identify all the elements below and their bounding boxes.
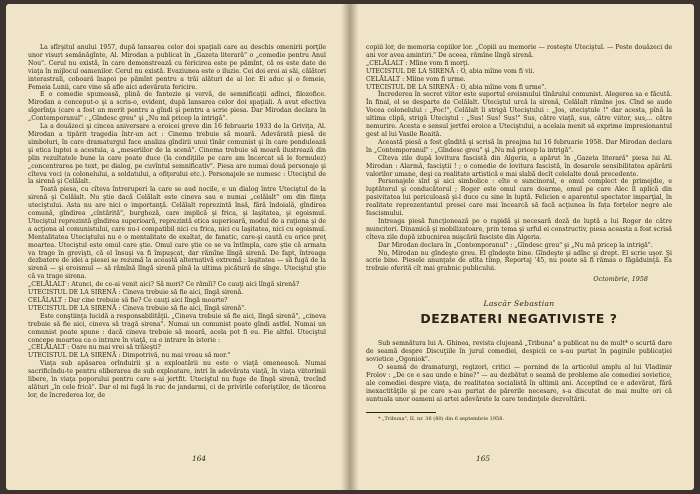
article-author: Lascăr Sebastian	[483, 299, 555, 309]
paragraph: Toată piesa, cu cîteva întreruperi la care se aud nocile, e un dialog între Uteciştul de la sirenă şi Celălalt. Nu ştie dacă Celălalt este cineva sau e numai „celălalt" om din fiinţa uteciştului. Asta nu are nici o importanţă. Celălalt reprezintă însă, fără îndoială, gîndirea comună, gîndirea „cîntărită", burgheză, care implică şi frica, şi laşitatea, şi egoismul. Uteciştul reprezintă gîndirea superioară, reprezintă etica superioară, modul de a raţiona şi de a acţiona al comunistului, care nu-i compatibil nici cu frica, nici cu laşitatea, nici cu egoismul. Mentalitatea Uteciştului nu e o mentalitate de exaltat, de fanatic, care-şi caută cu orice preţ moartea. Uteciştul este omul care ştie. Omul care ştie ce se va întîmpla, care ştie că armata va trage în grevişti, că el însuşi va fi împuşcat, dar rămîne lîngă sirenă. De fapt, întreaga dezbatere de idei a piesei se rezumă la această alternativă extremă : laşitatea — să fugă de la sirenă — şi eroismul — să rămînă lîngă sirenă pînă la ultima picătură de sînge. Uteciştul ştie că va trage sirena.	[28, 186, 326, 281]
paragraph: Intreaga piesă funcţionează pe o rapidă şi necesară doză de luptă a lui Roger de către muncitori. Dinamică şi mobilizatoare, prin tema şi urful ei constructiv, piesa aceasta a fost scrisă cîteva zile după izbucnirea mişcării fasciste din Algeria.	[366, 217, 672, 241]
footnote: * „Tribuna", II, nr. 36 (80) din 6 septembrie 1958.	[378, 415, 504, 422]
paragraph: O seamă de dramaturgi, regizori, critici — pornind de la articolul amplu al lui Vladimir Frolov : „De ce e sau unde e bine?" — au dezbătut o seamă de probleme ale comediei sovietice, ale comediei despre viaţa, de realitatea socialistă în ultimii ani. Acceptînd ce e adevărat, fără inexactităţile şi pe care s-au purtat de părerile necesare, s-a discutat de mai multe ori că suntuala unor oameni ai artei adevărate la care tendinţele dezvoltării.	[366, 364, 672, 403]
paragraph: Personajele sînt şi aici simbolice : eîte e suncinoral, e omul complect de primejdie, e luptătorul şi conducătorul ; Roger este omul care doarme, omul pe care Alec îl aplică din pasivitatea lui periculoasă şi-l duce cu sine în luptă. Felicien e aparentul spectator imparţial, în realitate reprezentantul presei care mai încearcă să facă acţiunea în fața forțelor negre ale fascismului.	[366, 178, 672, 218]
date-signature: Octombrie, 1958	[593, 275, 648, 284]
left-page-text	[28, 44, 326, 400]
paragraph: copiii lor, de memoria copiilor lor. „Copiii au memorie — rosteşte Uteciştul. — Peste douăzeci de ani vor avea amintiri." De aceea, rămîne lîngă sirenă.	[366, 44, 672, 59]
dialogue-line: „CELĂLALT : Mîine vom fi morţi.	[366, 59, 470, 67]
paragraph: Sub semnătura lui A. Ghinea, revista clujeană „Tribuna" a publicat nu de mult* o scurtă dare de seamă despre Discuţiile în jurul comediei, despicii ce s-au purtat în paginile publicaţiei sovietice „Ogoniok".	[366, 340, 672, 364]
article-title: DEZBATERI NEGATIVISTE ?	[420, 311, 618, 327]
left-page	[6, 4, 350, 490]
paragraph: Este conştiinţa lucidă a responsabilităţii. „Cineva trebuie să fie aici, lîngă sirenă", „cineva trebuie să fie aici, cineva să tragă sirena". Numai un comunist poate gîndi astfel. Numai un comunist poate spune : dacă cineva trebuie să moară, acela pot fi eu. Fie altfel. Uteciştul concepe moartea ca o intrare în viaţă, ca o intrare în istorie :	[28, 312, 326, 344]
paragraph: La sfîrşitul anului 1957, după lansarea celor doi spaţiali care au deschis omenirii porţile unor visuri semănăgînte, Al. Mirodan a publicat în „Gazeta literară" o „comedie pentru Anul Nou". Cerul nu există, în care demonstrează cu fericirea este pe pămînt, că os este date de viaţa în mijlocul oamenilor. Cerul nu există. Evaziunea este o iluzie. Cei doi eroi ai săi, călători interastrali, coboară înapoi pe pămînt pentru a trăi alături de ai lor. Ei aduc şi o femeie, Femeia Lunii, care vine să afle aici adevărata fericire.	[28, 44, 326, 91]
paragraph: E o comedie spumoasă, plină de fantezie şi vervă, de semnificaţii adînci, filozofice. Mirodan a conceput-o şi a scris-o, evident, după lansarea celor doi spaţiali. A avut efectiva sîgerînţa (care a fost un merit pentru a gîndi şi pentru a scrie piesa. Dar Mirodan declara în „Contemporanul" : „Gîndesc greu" şi „Nu mă pricep la intrigă".	[28, 91, 326, 123]
dialogue-line: UTECISTUL DE LA SIRENĂ : O, abia mîine vom fi vii.	[366, 67, 535, 75]
dialogue-line: UTECISTUL DE LA SIRENĂ : Cineva trebuie să fie aici, lîngă sirenă".	[28, 304, 247, 312]
dialogue-line: UTECISTUL DE LA SIRENĂ : Dimpotrivă, nu mai vreau să mor."	[28, 352, 231, 360]
dialogue-line: „CELĂLALT : Oare nu mai vrei să trăieşti?	[28, 344, 161, 352]
book-spread	[6, 4, 694, 490]
paragraph: Încrederea în secret viitor este suportul eroismului tînărului comunist. Alegerea sa e făcută. În final, el se desparte de Celălalt. Uteciştul urcă la sirenă, Celălalt rămîne jos. Cînd se aude Vocea colonelului : „Foc!", Celălalt îi strigă Uteciştului : „Jos, uteciştule !" dar acesta, pînă la ultima clipă, strigă Uteciştul : „Sus! Sus! Sus!" Sus, către viaţă, sus, către viitor, sus,... către nemurire. Acesta e sensul jertfei eroice a Uteciştului, a acelaia menit să exprime impresionantul gest al lui Vasile Roaită.	[366, 91, 672, 138]
paragraph: Viaţa sub apăsarea orînduirii şi a exploatării nu este o viaţă omenească. Numai sacrificîndu-te pentru eliberarea de sub exploatare, intri în adevărata viaţă, în viaţa viitorimii libere, în viaţa poporului pentru care s-ai jertfit. Uteciştul nu fuge de lîngă sirenă, trecînd alături „în cele frică". Dar el mi fugă în ruc de jandarmi, ci de privirile ceferiştilor, de tăcerea lor, de încrederea lor, de	[28, 360, 326, 399]
paragraph: La a douăzeci şi cincea aniversare a eroicei greve din 16 februarie 1933 de la Griviţa, Al. Mirodan a tipărit tragedia într-un act : Cinema trebuie să moară. Adevărată piesă de simboluri, în care dramaturgul face analiza gîndirii unui tînăr comunist şi în care pendulează şi etica luptei a acestuia, a „meseriilor de la scenă". Cinema trebuie să moară ilustrează din plin rezultatele bune la care poate duce (la condiţiile pe care am încercat să le formulez) „concentrarea pe text, pe dialog, pe cuvîntul semnificativ". Piesa are numai două personaje şi cîteva voci (a colonelului, a soldatului, a ofiţerului etc.). Personajele se numesc : Uteciştul de la sirenă şi Celălalt.	[28, 123, 326, 186]
dialogue-line: UTECISTUL DE LA SIRENĂ : Cineva trebuie să fie aici, lîngă sirenă.	[28, 289, 244, 297]
paragraph: Dar Mirodan declara în „Contemporanul" : „Gîndesc greu" şi „Nu mă pricep la intrigă".	[378, 241, 653, 249]
book-gutter	[341, 4, 359, 490]
paragraph: Această piesă a fost gîndită şi scrisă în preajma lui 16 februarie 1958. Dar Mirodan declara în „Contemporanul" : „Gîndesc greu" şi „Nu mă pricep la intrigă".	[366, 138, 672, 154]
dialogue-line: „CELĂLALT : Atunci, de ce-ai venit aici? Să mori? Ce rămîi? Ce cauţi aici lîngă sirenă?	[28, 281, 300, 289]
right-page-text	[366, 44, 672, 422]
dialogue-line: CELĂLALT : Mîine vom fi urme.	[366, 75, 466, 83]
dialogue-line: CELĂLALT : Dar cine trebuie să fie? Ce cauţi aici lîngă moarte?	[28, 297, 228, 304]
page-number: 165	[476, 454, 491, 463]
paragraph: Cîteva zile după lovitura fascistă din Algeria, a apărut în „Gazeta literară" piesa lui Al. Mirodan : Alarmă, fasciştii ! ; o comedie de lovitura fascistă, în dosarele sensibilitatea apărării valorilor umane, deşi ca realitate artistică e mai slabă decît celelalte două precedente.	[366, 154, 672, 178]
right-page	[350, 4, 694, 490]
dialogue-line: UTECISTUL DE LA SIRENĂ : O, abia mîine vom fi urme".	[366, 83, 547, 91]
footnote-divider	[366, 412, 436, 413]
paragraph: Nu, Mirodan nu gîndeşte greu. El gîndeşte bine. Gîndeşte şi adînc şi drept. El scrie uşor. Şi scrie bine. Piesele anunţate de atîta timp, Reportaj '45, nu poate să fi rămas o făgăduinţă. Ea trebuie oferită cît mai grabnic publicului.	[366, 249, 672, 273]
page-number: 164	[192, 454, 207, 463]
